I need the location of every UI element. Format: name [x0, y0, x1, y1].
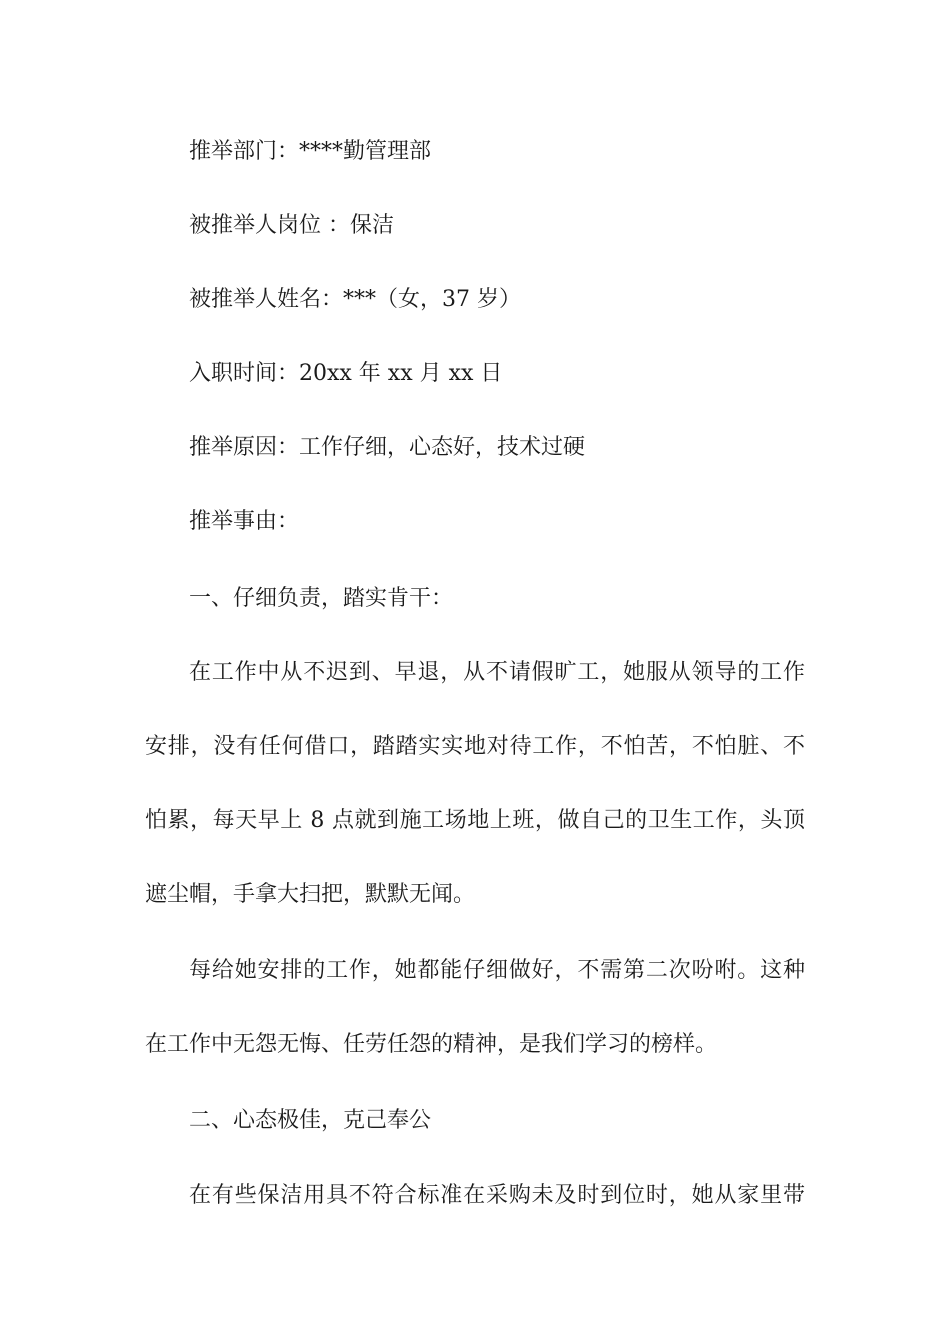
field-hire-date: 入职时间：20xx 年 xx 月 xx 日	[189, 361, 503, 386]
field-recommendation-grounds: 推举事由：	[189, 509, 300, 534]
paragraph-line: 在工作中无怨无悔、任劳任怨的精神，是我们学习的榜样。	[145, 1032, 718, 1057]
section-heading-1: 一、仔细负责，踏实肯干：	[189, 586, 454, 611]
paragraph-line: 在工作中从不迟到、早退，从不请假旷工，她服从领导的工作	[189, 660, 805, 685]
paragraph-line: 安排，没有任何借口，踏踏实实地对待工作，不怕苦，不怕脏、不	[145, 734, 805, 759]
paragraph-line: 怕累，每天早上 8 点就到施工场地上班，做自己的卫生工作，头顶	[145, 808, 805, 833]
paragraph-line: 在有些保洁用具不符合标准在采购未及时到位时，她从家里带	[189, 1183, 805, 1208]
paragraph-line: 每给她安排的工作，她都能仔细做好，不需第二次吩咐。这种	[189, 958, 805, 983]
field-recommendation-reason: 推举原因：工作仔细，心态好，技术过硬	[189, 435, 586, 460]
paragraph-line: 遮尘帽，手拿大扫把，默默无闻。	[145, 882, 476, 907]
section-heading-2: 二、心态极佳，克己奉公	[189, 1108, 432, 1133]
field-nominee-position: 被推举人岗位 ：保洁	[189, 213, 394, 238]
field-recommending-department: 推举部门：****勤管理部	[189, 139, 432, 164]
field-nominee-name: 被推举人姓名：***（女，37 岁）	[189, 287, 521, 312]
